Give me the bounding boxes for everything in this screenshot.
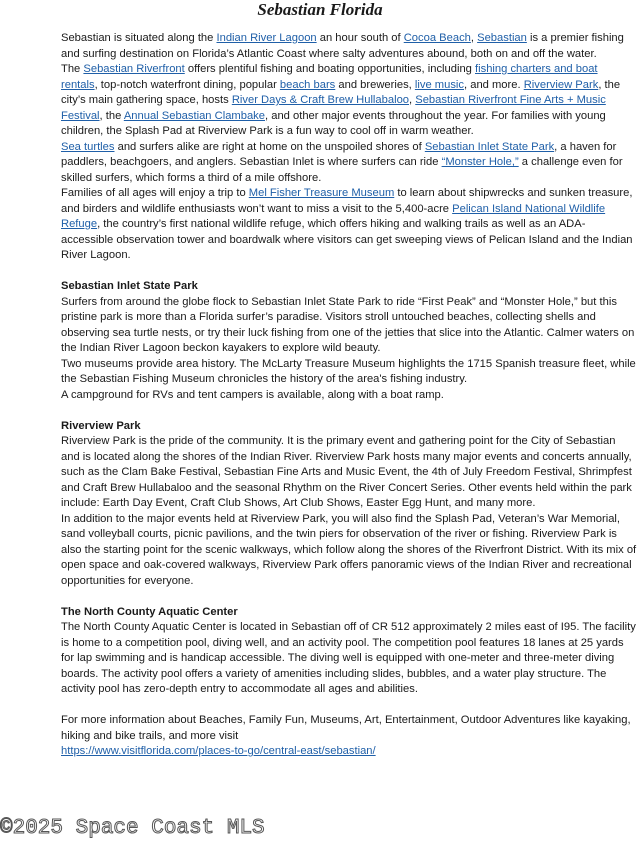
text-span: Sebastian is situated along the: [61, 32, 217, 44]
text-span: , the country’s first national wildlife refuge, which offers hiking and walking trails as well as an ADA-accessible observation tower and boardwalk where visitors can get sweeping views of Pelican Island and the Indian River Lagoon.: [61, 218, 633, 261]
text-span: , the: [99, 109, 124, 122]
link-monster-hole[interactable]: “Monster Hole,”: [441, 156, 519, 168]
text-span: , top-notch waterfront dining, popular: [94, 78, 280, 91]
link-indian-river-lagoon[interactable]: Indian River Lagoon: [216, 32, 317, 44]
spacer: [61, 403, 637, 419]
link-river-days[interactable]: River Days & Craft Brew Hullabaloo: [231, 94, 410, 106]
spacer: [61, 589, 637, 605]
intro-paragraph-4: [61, 186, 637, 264]
intro-paragraph-3: [61, 140, 637, 187]
text-span: offers plentiful fishing and boating opportunities, including: [184, 63, 476, 75]
link-fishing-charters[interactable]: fishing charters and boat rentals: [61, 63, 598, 91]
link-fine-arts-festival[interactable]: Sebastian Riverfront Fine Arts + Music Festival: [61, 94, 606, 122]
link-sea-turtles[interactable]: Sea turtles: [61, 140, 115, 153]
link-mel-fisher-museum[interactable]: Mel Fisher Treasure Museum: [248, 187, 395, 199]
spacer: [61, 698, 637, 714]
page-title: Sebastian Florida: [257, 0, 383, 19]
riverview-paragraph-1: Riverview Park is the pride of the community. It is the primary event and gathering point for the City of Sebastian and is located along the shores of the Indian River. Riverview Park hosts many major events and concerts annually, such as the Clam Bake Festival, Sebastian Fine Arts and Music Event, the 4th of July Freedom Festival, Shrimpfest and Craft Brew Hullabaloo and the seasonal Rhythm on the River Concert Series. Other events held within the park include: Earth Day Event, Craft Club Shows, Art Club Shows, Easter Egg Hunt, and many more.: [61, 435, 632, 509]
text-span: a challenge even for skilled surfers, which forms a third of a mile offshore.: [61, 156, 623, 184]
text-span: ,: [470, 32, 478, 44]
text-span: , and more.: [464, 78, 524, 91]
link-clambake[interactable]: Annual Sebastian Clambake: [123, 109, 265, 122]
link-sebastian[interactable]: Sebastian: [477, 32, 527, 44]
text-span: ,: [409, 94, 416, 106]
more-info-text: For more information about Beaches, Family Fun, Museums, Art, Entertainment, Outdoor Adventures like kayaking, hiking and bike trails, and more visit: [61, 714, 631, 742]
link-pelican-island-refuge[interactable]: Pelican Island National Wildlife Refuge: [61, 202, 606, 230]
intro-paragraph-1: [61, 31, 637, 62]
text-span: The: [61, 63, 84, 75]
section-heading-riverview: Riverview Park: [61, 419, 141, 432]
text-span: and breweries,: [335, 78, 415, 91]
text-span: and surfers alike are right at home on the unspoiled shores of: [114, 140, 425, 153]
link-cocoa-beach[interactable]: Cocoa Beach: [403, 32, 471, 44]
inlet-paragraph-2: Two museums provide area history. The McLarty Treasure Museum highlights the 1715 Spanish treasure fleet, while the Sebastian Fishing Museum chronicles the history of the area's fishing industry.: [61, 357, 636, 385]
link-visitflorida[interactable]: https://www.visitflorida.com/places-to-go/central-east/sebastian/: [61, 745, 376, 757]
document-body: [61, 31, 637, 760]
text-span: , the city’s main gathering space, hosts: [61, 78, 621, 106]
link-beach-bars[interactable]: beach bars: [279, 78, 336, 91]
watermark: ©2025 Space Coast MLS: [0, 817, 265, 840]
section-heading-aquatic: The North County Aquatic Center: [61, 605, 238, 618]
text-span: Families of all ages will enjoy a trip to: [61, 187, 249, 199]
link-sebastian-inlet-state-park[interactable]: Sebastian Inlet State Park: [424, 140, 555, 153]
link-live-music[interactable]: live music: [414, 78, 464, 91]
link-riverview-park[interactable]: Riverview Park: [523, 78, 599, 91]
aquatic-paragraph-1: The North County Aquatic Center is located in Sebastian off of CR 512 approximately 2 miles east of I95. The facility is home to a competition pool, diving well, and an activity pool. The competition pool features 18 lanes at 25 yards for lap swimming and is handicap accessible. The diving well is equipped with one-meter and three-meter diving boards. The activity pool offers a variety of amenities including slides, bubbles, and a water play structure. The activity pool has zero-depth entry to accommodate all ages and abilities.: [61, 621, 636, 695]
section-heading-inlet: Sebastian Inlet State Park: [61, 280, 198, 292]
text-span: , and other major events throughout the year. For families with young children, the Splash Pad at Riverview Park is a fun way to cool off in warm weather.: [61, 109, 606, 137]
text-span: to learn about shipwrecks and sunken treasure, and birders and wildlife enthusiasts won’t want to miss a visit to the 5,400-acre: [61, 187, 633, 215]
intro-paragraph-2: [61, 62, 637, 140]
text-span: an hour south of: [316, 32, 404, 44]
text-span: , a haven for paddlers, beachgoers, and anglers. Sebastian Inlet is where surfers can ride: [61, 140, 617, 168]
text-span: is a premier fishing and surfing destination on Florida’s Atlantic Coast where salty adventures abound, both on and off the water.: [61, 32, 624, 60]
link-sebastian-riverfront[interactable]: Sebastian Riverfront: [83, 63, 185, 75]
inlet-paragraph-3: A campground for RVs and tent campers is available, along with a boat ramp.: [61, 388, 444, 401]
spacer: [61, 264, 637, 280]
inlet-paragraph-1: Surfers from around the globe flock to Sebastian Inlet State Park to ride “First Peak” and “Monster Hole,” but this pristine park is more than a Florida surfer’s paradise. Visitors stroll untouched beaches, collecting shells and observing sea turtle nests, or try their luck fishing from one of the jetties that slice into the Atlantic. Calmer waters on the Indian River Lagoon beckon kayakers to explore wild beauty.: [61, 295, 635, 354]
more-info-paragraph: [61, 713, 637, 760]
riverview-paragraph-2: In addition to the major events held at Riverview Park, you will also find the Splash Pad, Veteran’s War Memorial, sand volleyball courts, picnic pavilions, and the twin piers for observation of the river or fishing. Riverview Park is also the starting point for the scenic walkways, which follow along the shores of the Riverfront District. With its mix of open space and oak-covered walkways, Riverview Park offers panoramic views of the Indian River and recreational opportunities for everyone.: [61, 512, 637, 587]
